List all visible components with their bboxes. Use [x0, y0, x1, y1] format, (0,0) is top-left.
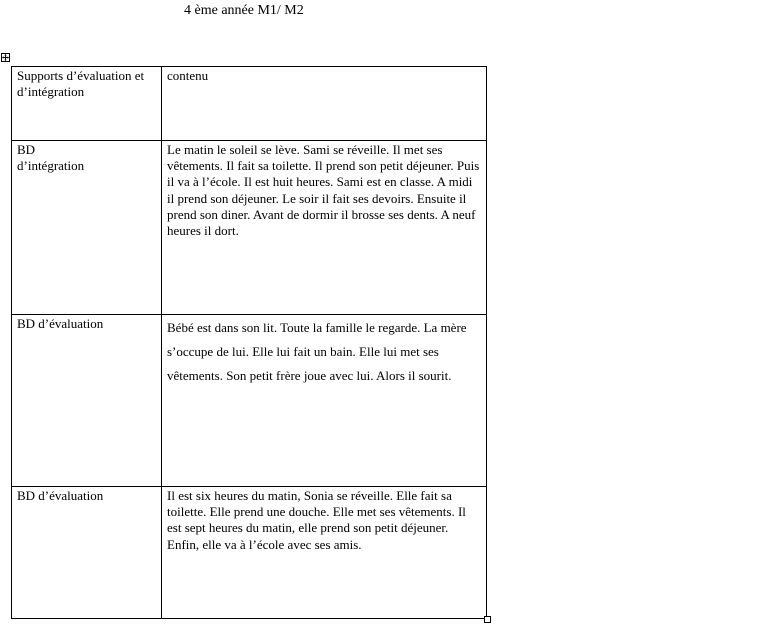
row-content-text: Il est six heures du matin, Sonia se réveille. Elle fait sa toilette. Elle prend une douche. Elle met ses vêtements. Il est sept heures du matin, elle prend son petit déjeuner. Enfin, elle va à l’école avec ses amis.: [167, 488, 466, 552]
row-label-cell[interactable]: [12, 141, 162, 315]
table-header-row: [12, 67, 487, 141]
move-arrows-icon: [2, 54, 9, 61]
header-cell-supports[interactable]: Supports d’évaluation et d’intégration: [12, 67, 162, 141]
evaluation-table: [11, 66, 487, 619]
row-label-text: BD d’évaluation: [17, 316, 104, 331]
resize-square-icon[interactable]: [484, 616, 491, 623]
table-row: [12, 487, 487, 619]
header-cell-contenu[interactable]: contenu: [162, 67, 487, 141]
row-content-text: Bébé est dans son lit. Toute la famille le regarde. La mère s’occupe de lui. Elle lui fait un bain. Elle lui met ses vêtements. Son petit frère joue avec lui. Alors il sourit.: [167, 320, 467, 384]
row-content-cell[interactable]: [162, 141, 487, 315]
row-label-cell[interactable]: [12, 315, 162, 487]
row-label-text: BD d’intégration: [17, 142, 85, 174]
row-content-text: Le matin le soleil se lève. Sami se réveille. Il met ses vêtements. Il fait sa toilette. Il prend son petit déjeuner. Puis il va à l’école. Il est huit heures. Sami est en classe. A midi il prend son déjeuner. Le soir il fait ses devoirs. Ensuite il prend son diner. Avant de dormir il brosse ses dents. A neuf heures il dort.: [167, 142, 480, 239]
evaluation-table-container: [11, 66, 487, 619]
table-row: [12, 141, 487, 315]
row-label-text: BD d’évaluation: [17, 488, 104, 503]
row-content-cell[interactable]: [162, 315, 487, 487]
table-move-handle-icon[interactable]: [1, 53, 10, 62]
row-content-cell[interactable]: [162, 487, 487, 619]
table-row: [12, 315, 487, 487]
row-label-cell[interactable]: [12, 487, 162, 619]
document-header: 4 ème année M1/ M2: [184, 3, 304, 18]
